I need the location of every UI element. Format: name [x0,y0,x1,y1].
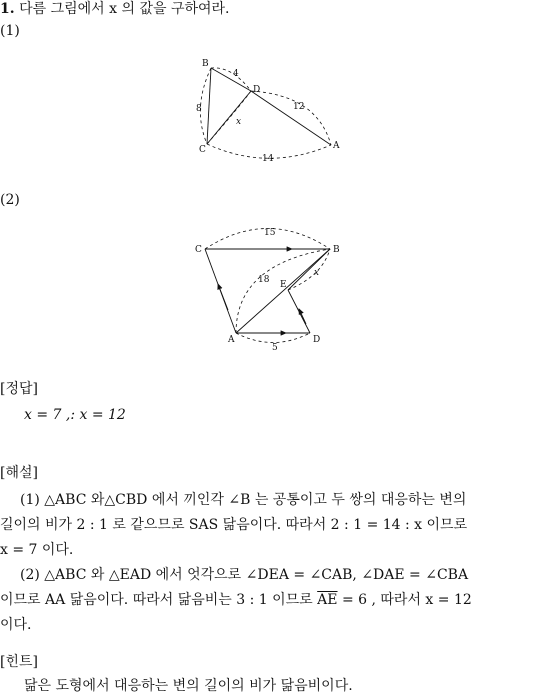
part1-label: (1) [0,23,20,39]
label-C: C [199,145,206,155]
label-B: B [202,59,209,69]
hint-header: [힌트] [0,654,38,670]
label-B2: B [333,245,340,255]
length-BC: 8 [196,104,202,114]
explanation-line-1: (1) △ABC 와△CBD 에서 끼인각 ∠B 는 공통이고 두 쌍의 대응하는 변의 [20,492,467,508]
label-A: A [333,141,340,151]
label-D2: D [313,335,321,345]
label-D: D [253,85,261,95]
answer-text: x = 7 ,: x = 12 [24,407,126,423]
length-BD: 4 [233,69,239,79]
arrow-DE [299,309,306,324]
hint-text: 닮은 도형에서 대응하는 변의 길이의 비가 닮음비이다. [24,678,353,694]
figure2-lines [205,249,330,333]
explanation-line-4: (2) △ABC 와 △EAD 에서 엇각으로 ∠DEA = ∠CAB, ∠DAE = ∠CBA [20,567,469,583]
explanation-header: [해설] [0,465,38,481]
label-A2: A [228,335,235,345]
explanation-line-5b: = 6 , 따라서 x = 12 [337,592,472,608]
length-EB: x [314,268,320,278]
answer-header: [정답] [0,381,38,397]
length-CD: x [236,117,242,127]
length-DA: 12 [293,102,305,112]
part2-label: (2) [0,192,20,208]
segment-DE [288,290,310,333]
label-C2: C [195,245,202,255]
length-AD: 5 [272,343,278,353]
problem-text: 다름 그림에서 x 의 값을 구하여라. [19,1,230,17]
problem-number: 1. [0,1,15,17]
segment-EB [288,249,330,290]
arrow-AC [218,284,228,310]
explanation-line-6: 이다. [0,617,32,633]
length-AB: 18 [258,275,270,285]
explanation-line-3: x = 7 이다. [0,542,74,558]
label-E2: E [280,280,287,290]
arc-AD [236,333,310,343]
length-CA: 14 [262,154,274,164]
length-CB: 15 [264,228,276,238]
explanation-line-5 [0,591,472,609]
explanation-line-2: 길이의 비가 2 : 1 로 같으므로 SAS 닮음이다. 따라서 2 : 1 = 14 : x 이므로 [0,517,468,533]
segment-AB [236,249,330,333]
explanation-line-5a: 이므로 AA 닮음이다. 따라서 닮음비는 3 : 1 이므로 [0,592,318,608]
segment-AE-overline: $\overline{AE}$ [317,592,338,608]
figure2-arcs [205,229,330,343]
